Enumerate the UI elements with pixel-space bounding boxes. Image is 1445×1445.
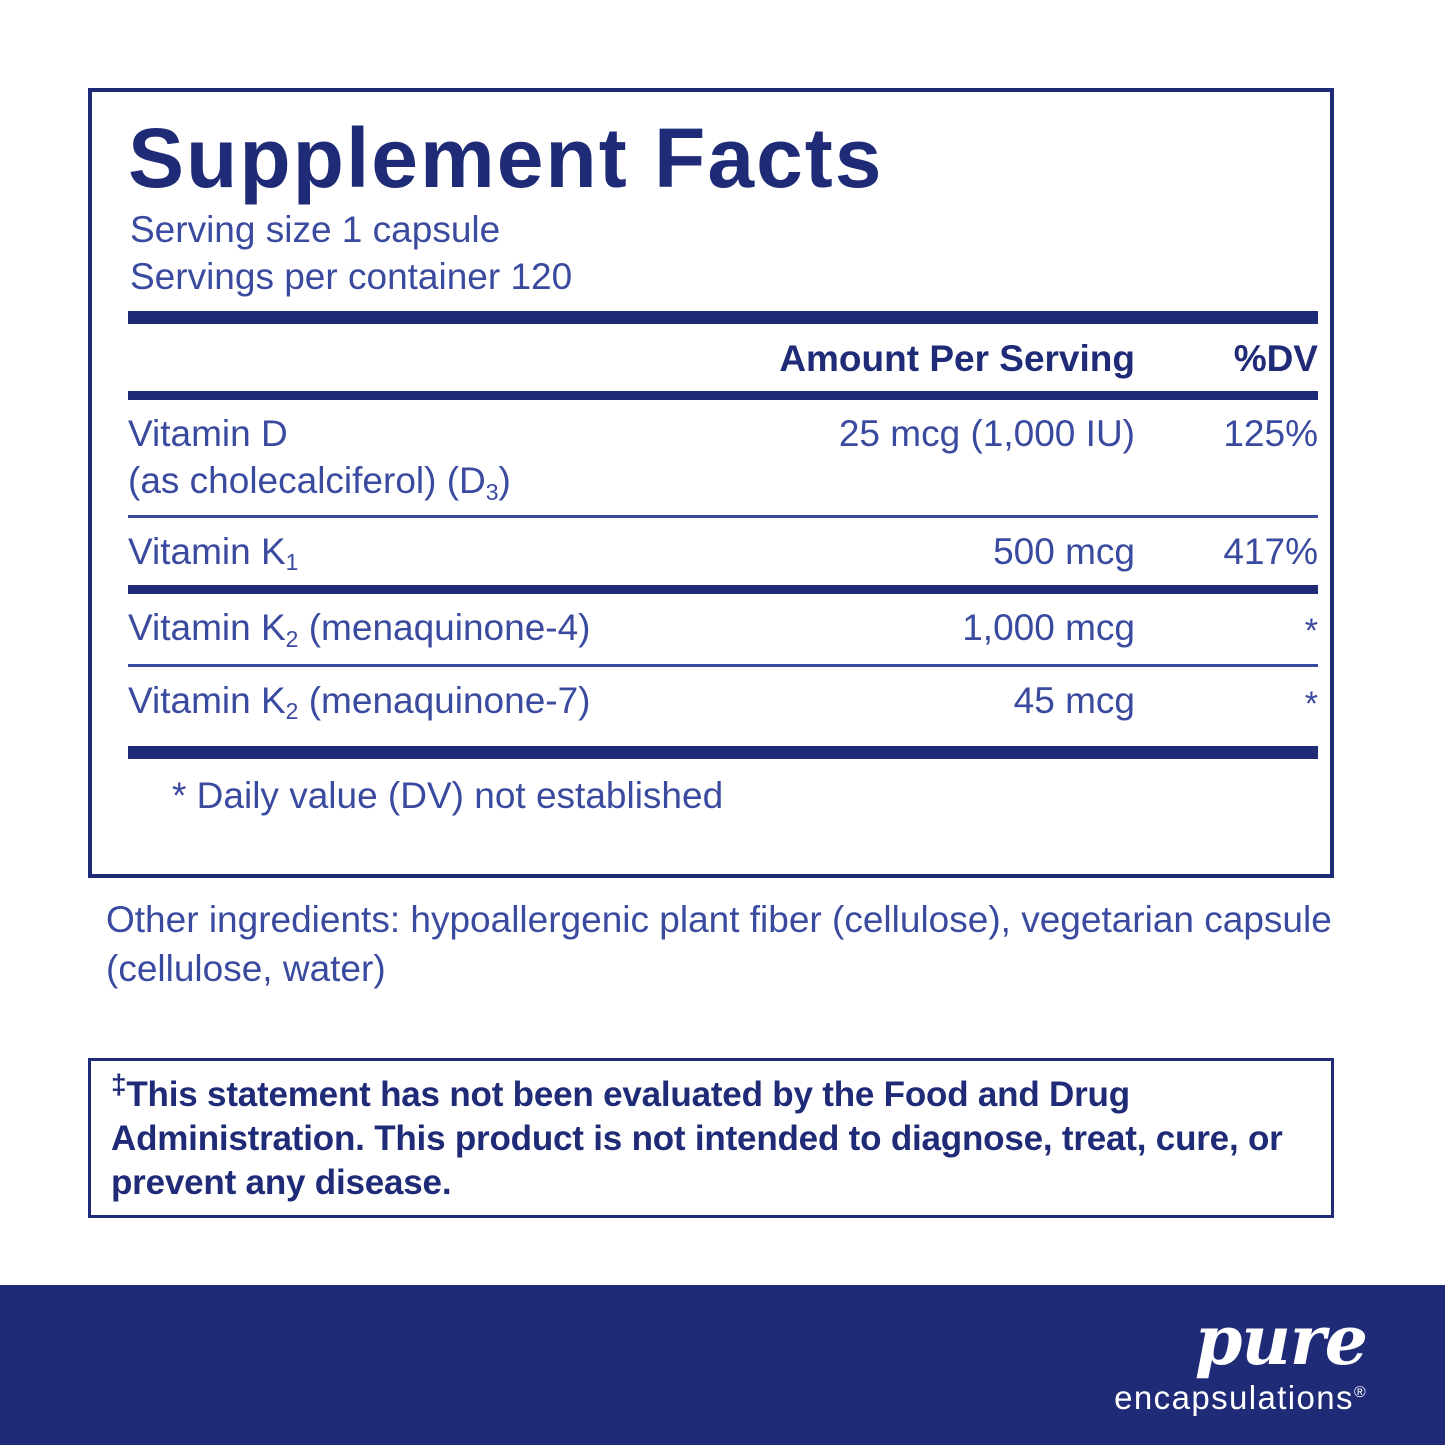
header-percent-dv: %DV xyxy=(1233,337,1318,379)
table-row xyxy=(128,594,1318,664)
vitamin-d-subscript: 3 xyxy=(485,478,499,505)
vitamin-k1-pre: Vitamin K xyxy=(128,530,286,572)
brand-lockup xyxy=(1114,1301,1367,1416)
table-row xyxy=(128,518,1318,585)
vitamin-d-line2-pre: (as cholecalciferol) (D xyxy=(128,460,486,502)
nutrient-dv-vitamin-k2-mk4: * xyxy=(1304,612,1318,651)
header-blank xyxy=(128,324,698,344)
table-row xyxy=(128,400,1318,515)
nutrient-name-vitamin-d xyxy=(128,400,698,515)
brand-tagline-text: encapsulations xyxy=(1114,1379,1354,1416)
vitamin-d-line1: Vitamin D xyxy=(128,413,288,455)
nutrient-dv-vitamin-k1: 417% xyxy=(1223,530,1318,572)
nutrient-name-vitamin-k2-mk4 xyxy=(128,594,698,661)
vitamin-k2-mk4-subscript: 2 xyxy=(285,625,299,652)
registered-trademark-icon: ® xyxy=(1353,1384,1367,1401)
disclaimer-symbol: ‡ xyxy=(111,1068,127,1100)
rule-under-header xyxy=(128,391,1318,400)
vitamin-k2-mk4-post: (menaquinone-4) xyxy=(298,607,591,649)
brand-tagline xyxy=(1114,1381,1367,1414)
brand-bar xyxy=(0,1285,1445,1445)
vitamin-d-line2-post: ) xyxy=(498,460,511,502)
vitamin-k2-mk4-pre: Vitamin K xyxy=(128,607,286,649)
nutrient-name-vitamin-k1 xyxy=(128,518,698,585)
supplement-facts-panel xyxy=(88,88,1334,878)
nutrient-name-vitamin-k2-mk7 xyxy=(128,667,698,734)
nutrient-amount-vitamin-d: 25 mcg (1,000 IU) xyxy=(838,413,1135,455)
table-header-row xyxy=(128,324,1318,391)
serving-size: Serving size 1 capsule xyxy=(130,209,501,250)
nutrient-amount-vitamin-k2-mk4: 1,000 mcg xyxy=(962,607,1135,649)
disclaimer-box xyxy=(88,1058,1334,1218)
vitamin-k2-mk7-post: (menaquinone-7) xyxy=(298,679,591,721)
dv-footnote: * Daily value (DV) not established xyxy=(172,775,724,817)
table-row xyxy=(128,667,1318,737)
brand-name: pure xyxy=(1194,1301,1367,1381)
nutrient-dv-vitamin-d: 125% xyxy=(1223,413,1318,455)
disclaimer-body: This statement has not been evaluated by the Food and Drug Administration. This product is not intended to diagnose, treat, cure, or prevent any disease. xyxy=(111,1075,1283,1203)
disclaimer-text xyxy=(111,1068,1319,1205)
vitamin-k2-mk7-pre: Vitamin K xyxy=(128,679,286,721)
header-amount-per-serving: Amount Per Serving xyxy=(779,337,1135,379)
nutrient-amount-vitamin-k2-mk7: 45 mcg xyxy=(1013,679,1135,721)
page-title: Supplement Facts xyxy=(128,111,884,205)
rule-thick-bottom xyxy=(128,746,1318,759)
other-ingredients: Other ingredients: hypoallergenic plant fiber (cellulose), vegetarian capsule (cellulose, water) xyxy=(106,899,1332,990)
vitamin-k1-subscript: 1 xyxy=(285,549,299,576)
servings-per-container: Servings per container 120 xyxy=(130,256,573,298)
nutrient-amount-vitamin-k1: 500 mcg xyxy=(993,530,1135,572)
nutrient-dv-vitamin-k2-mk7: * xyxy=(1304,684,1318,723)
rule-medium-2 xyxy=(128,585,1318,594)
rule-thick-top xyxy=(128,311,1318,324)
vitamin-k2-mk7-subscript: 2 xyxy=(285,698,299,725)
